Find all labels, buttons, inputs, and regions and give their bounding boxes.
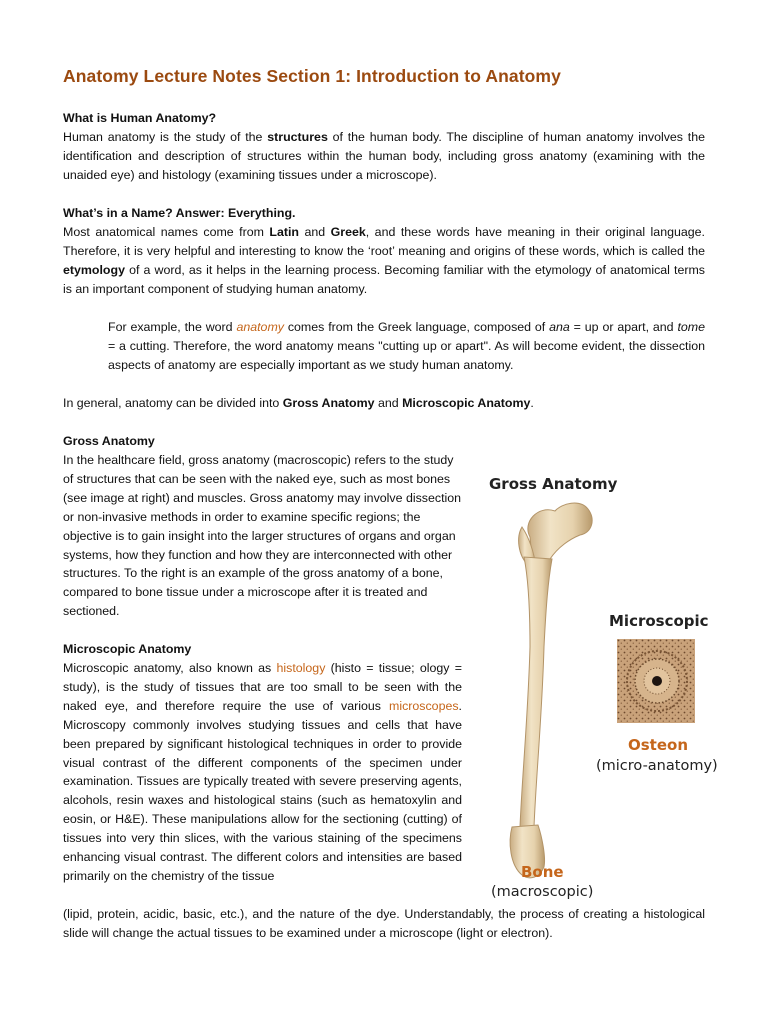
term-anatomy: anatomy (236, 320, 284, 334)
example-paragraph: For example, the word anatomy comes from the Greek language, composed of ana = up or apart, and tome = a cutting. Therefore, the word anatomy means "cutting up or apart". As will become evident, the dissection aspects of anatomy are especially important as we study human anatomy. (108, 320, 705, 372)
figure-label-micro-anatomy: (micro-anatomy) (596, 758, 718, 774)
figure-label-bone: Bone (521, 863, 564, 881)
page-title: Anatomy Lecture Notes Section 1: Introduction to Anatomy (63, 66, 561, 86)
histology-link[interactable]: histology (276, 661, 326, 675)
section-heading-gross-anatomy: Gross Anatomy (63, 434, 155, 448)
figure-label-microscopic: Microscopic (609, 612, 709, 630)
femur-bone-image (500, 497, 610, 882)
figure-label-osteon: Osteon (628, 736, 689, 754)
figure-label-gross-anatomy: Gross Anatomy (489, 475, 618, 493)
microscopes-link[interactable]: microscopes (389, 698, 459, 713)
paragraph-what-is-anatomy: Human anatomy is the study of the structures of the human body. The discipline of human anatomy involves the identification and description of structures within the human body, including gross anatomy (examining with the unaided eye) and histology (examining tissues under a microscope). (63, 130, 706, 182)
paragraph-gross-anatomy: In the healthcare field, gross anatomy (macroscopic) refers to the study of structures that can be seen with the naked eye, such as most bones (see image at right) and muscles. Gross anatomy may involve dissection or non-invasive methods in order to examine specific regions; the objective is to gain insight into the larger structures of organs and organ systems, how they function and how they are interconnected with other structures. To the right is an example of the gross anatomy of a bone, compared to bone tissue under a microscope after it is treated and sectioned. (63, 453, 462, 619)
paragraph-general-division: In general, anatomy can be divided into Gross Anatomy and Microscopic Anatomy. (63, 396, 534, 410)
section-heading-microscopic-anatomy: Microscopic Anatomy (63, 642, 192, 656)
paragraph-microscopic-anatomy: Microscopic anatomy, also known as histology (histo = tissue; ology = study), is the study of tissues that are too small to be seen with the naked eye, and therefore require the use of various microscopes. Microscopy commonly involves studying tissues and cells that have been prepared by significant histological techniques in order to provide visual contrast of the different components of the specimen under examination. Tissues are typically treated with severe preserving agents, alcohols, resin waxes and histological stains (such as hematoxylin and eosin, or H&E). These manipulations allow for the sectioning (cutting) of tissues into very thin slices, with the various staining of the specimens enhancing visual contrast. The different colors and intensities are based primarily on the chemistry of the tissue (63, 661, 462, 883)
section-heading-what-is-anatomy: What is Human Anatomy? (63, 111, 217, 125)
figure-label-macroscopic: (macroscopic) (491, 884, 594, 900)
section-heading-whats-in-a-name: What’s in a Name? Answer: Everything. (63, 206, 296, 220)
paragraph-microscopic-anatomy-continued: (lipid, protein, acidic, basic, etc.), and the nature of the dye. Understandably, the process of creating a histological slide will change the actual tissues to be examined under a microscope (light or electron). (63, 907, 705, 940)
osteon-micrograph-image (617, 639, 695, 723)
paragraph-etymology: Most anatomical names come from Latin and Greek, and these words have meaning in their original language. Therefore, it is very helpful and interesting to know the ‘root’ meaning and origins of these words, which is called the etymology of a word, as it helps in the learning process. Becoming familiar with the etymology of anatomical terms is an important component of studying human anatomy. (63, 225, 705, 296)
